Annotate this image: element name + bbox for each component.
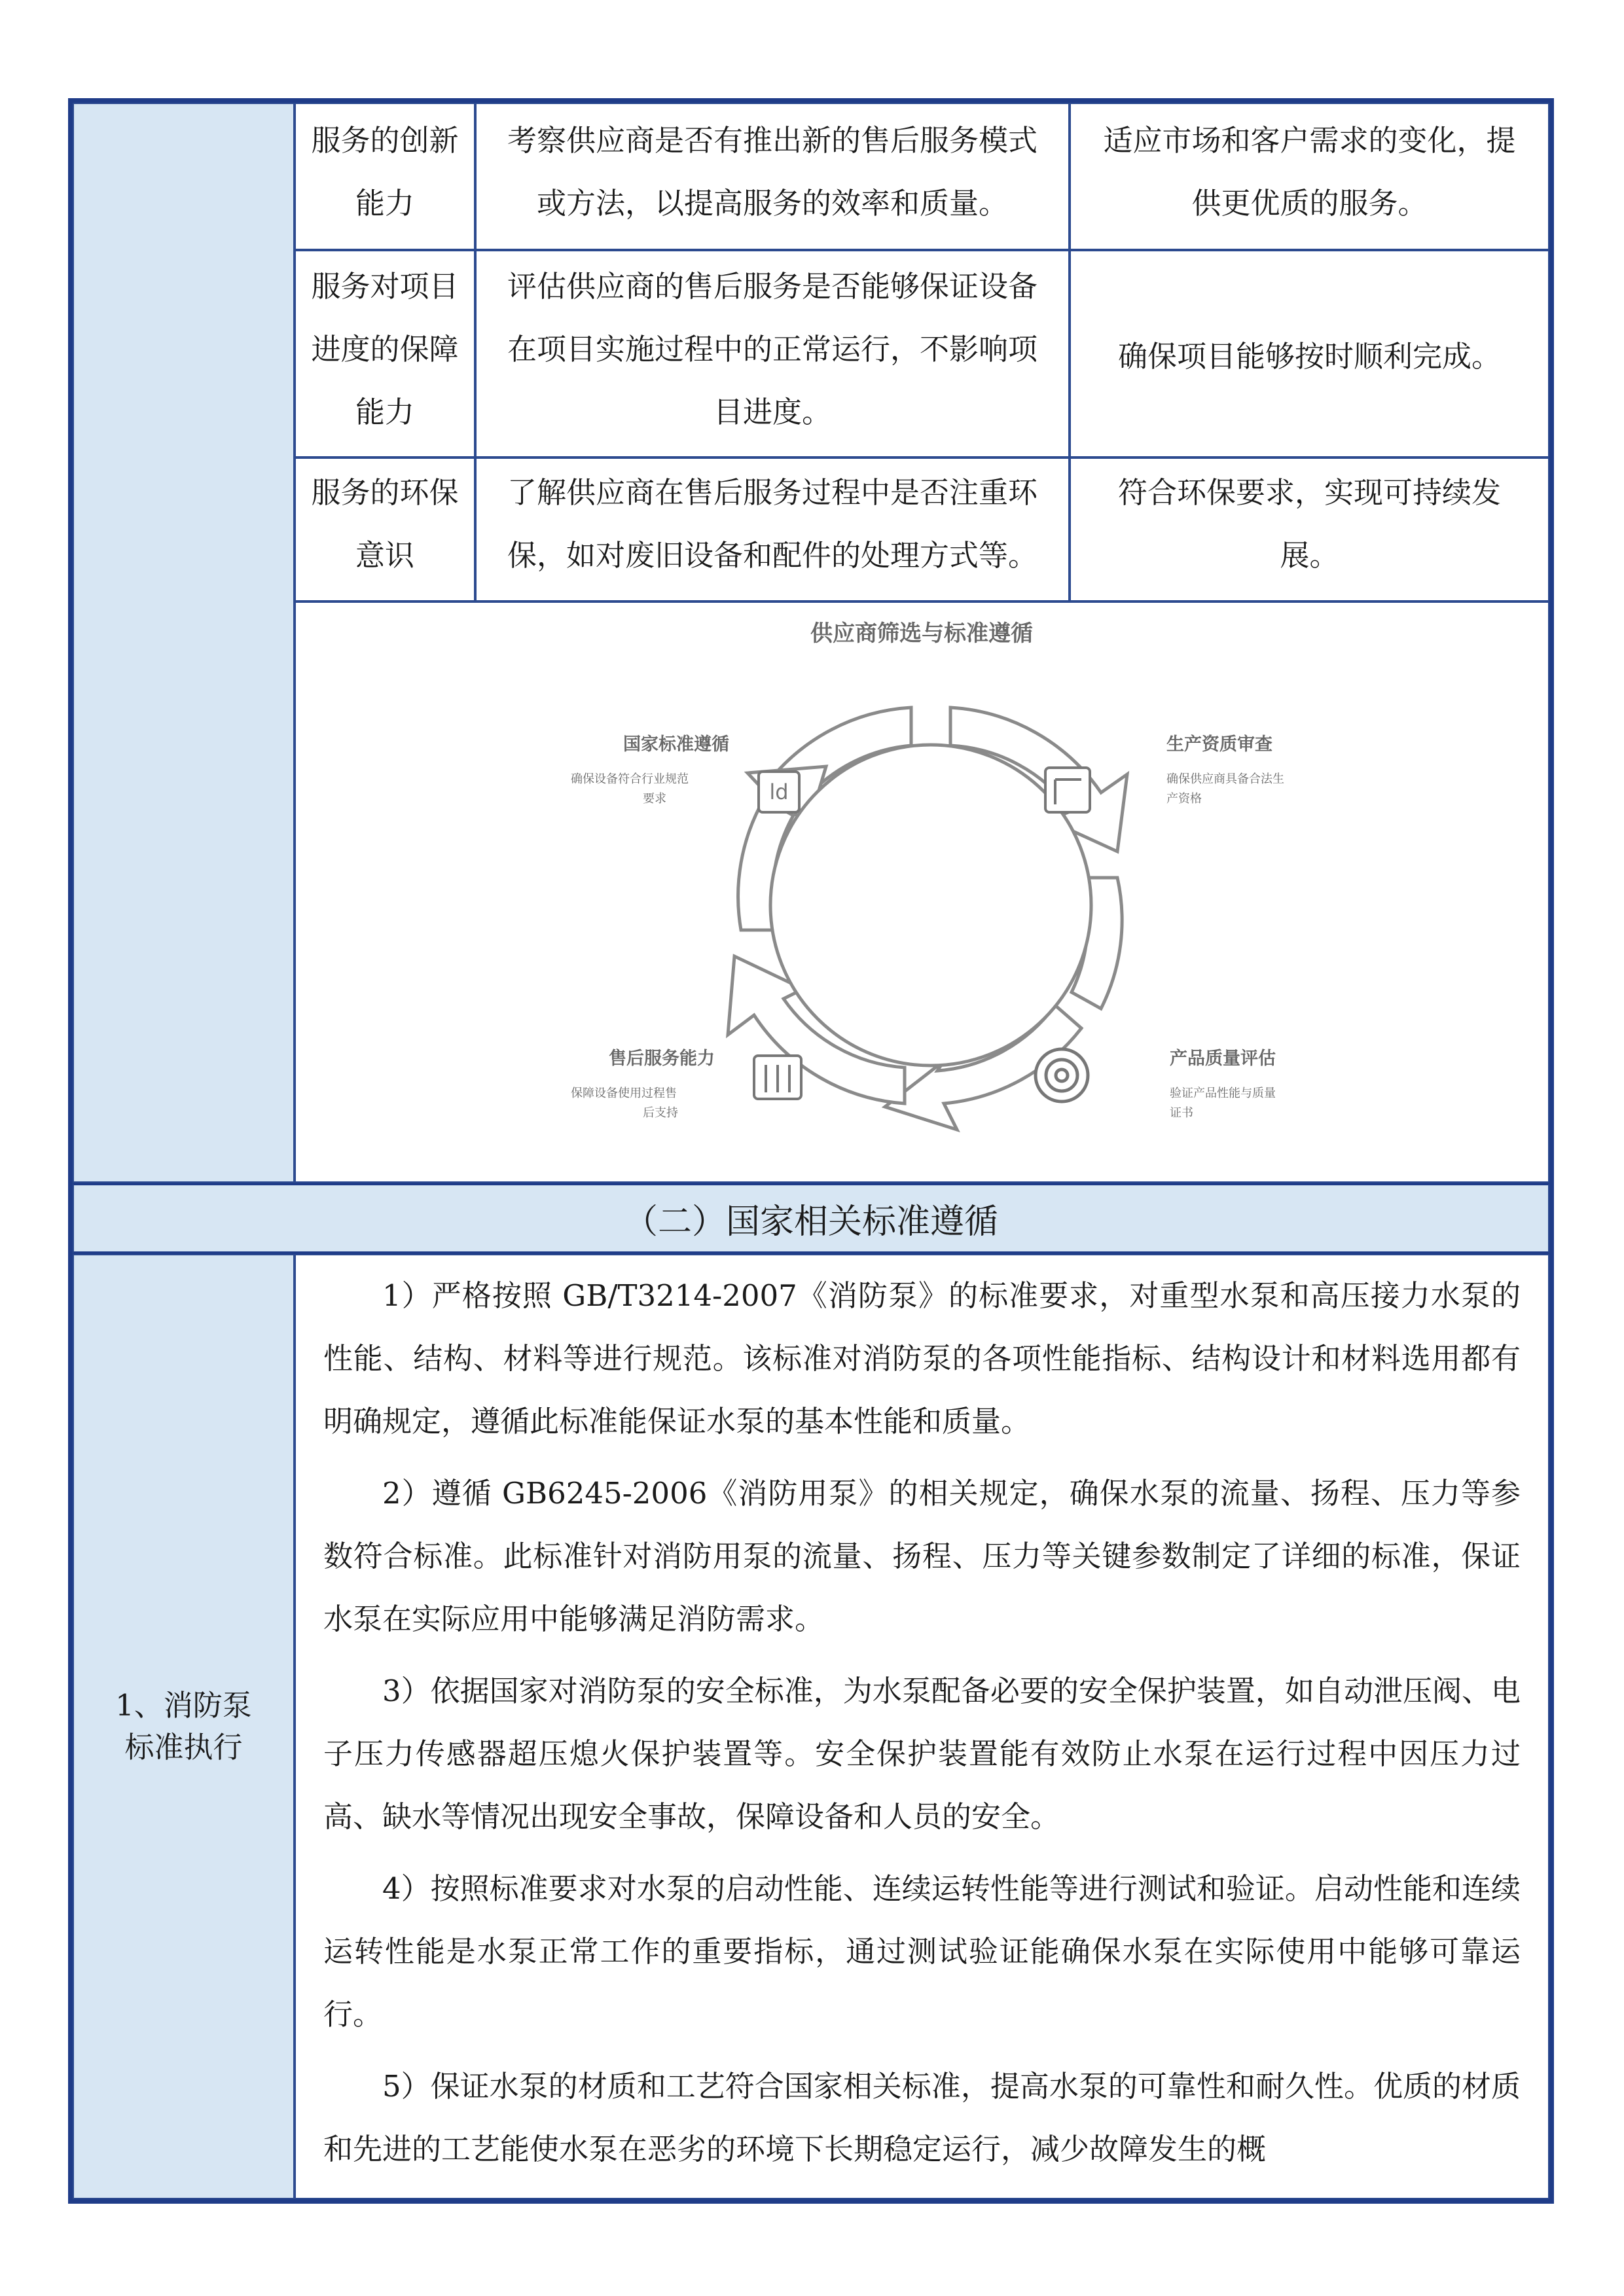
supplier-cycle-diagram xyxy=(296,603,1548,1181)
row-3-item-line: 意识 xyxy=(355,538,414,573)
paragraph-5: 5）保证水泵的材质和工艺符合国家相关标准，提高水泵的可靠性和耐久性。优质的材质和先进的工艺能使水泵在恶劣的环境下长期稳定运行，减少故障发生的概 xyxy=(323,2069,1521,2166)
row-3-desc-cell xyxy=(475,457,1070,601)
svg-text:ld: ld xyxy=(769,780,789,804)
node-sub-line: 确保供应商具备合法生 xyxy=(1166,772,1284,786)
section-heading-text: （二）国家相关标准遵循 xyxy=(623,1202,998,1242)
node-title: 生产资质审查 xyxy=(1166,734,1272,755)
node-sub-line: 后支持 xyxy=(643,1106,678,1120)
row-1-item-cell xyxy=(295,103,475,250)
node-sub-line: 验证产品性能与质量 xyxy=(1170,1086,1276,1100)
row-2-desc-line: 目进度。 xyxy=(713,395,831,429)
row-1-desc-line: 考察供应商是否有推出新的售后服务模式 xyxy=(507,123,1038,158)
row-1-goal-line: 供更优质的服务。 xyxy=(1191,186,1428,221)
paragraph-2: 2）遵循 GB6245-2006《消防用泵》的相关规定，确保水泵的流量、扬程、压力等参数符合标准。此标准针对消防用泵的流量、扬程、压力等关键参数制定了详细的标准，保证水泵在实际应用中能够满足消防需求。 xyxy=(323,1476,1521,1636)
row-2-item-line: 进度的保障 xyxy=(311,332,459,367)
paragraph-3: 3）依据国家对消防泵的安全标准，为水泵配备必要的安全保护装置，如自动泄压阀、电子压力传感器超压熄火保护装置等。安全保护装置能有效防止水泵在运行过程中因压力过高、缺水等情况出现安全事故，保障设备和人员的安全。 xyxy=(323,1674,1521,1834)
standard-doc-icon xyxy=(759,772,799,812)
section-heading xyxy=(73,1183,1549,1254)
row-2-desc-line: 在项目实施过程中的正常运行，不影响项 xyxy=(507,332,1038,367)
diagram-cell xyxy=(295,601,1549,1183)
row-1-goal-cell xyxy=(1070,103,1549,250)
row-3-desc-line: 了解供应商在售后服务过程中是否注重环 xyxy=(507,475,1038,510)
row-3-item-line: 服务的环保 xyxy=(311,475,459,510)
service-tools-icon xyxy=(754,1056,801,1099)
node-production-qualification xyxy=(1166,734,1284,806)
row-2-item-line: 能力 xyxy=(355,395,414,429)
pump-label-cell xyxy=(73,1254,295,2199)
pump-label-line: 标准执行 xyxy=(124,1730,243,1765)
row-1-desc-cell xyxy=(475,103,1070,250)
node-title: 国家标准遵循 xyxy=(623,734,729,755)
row-2-item-line: 服务对项目 xyxy=(311,269,459,304)
node-sub-line: 确保设备符合行业规范 xyxy=(571,772,689,786)
row-3-goal-line: 符合环保要求，实现可持续发 xyxy=(1117,475,1501,510)
inner-circle xyxy=(770,745,1091,1066)
pump-label-line: 1、消防泵 xyxy=(115,1688,252,1723)
row-1-item-line: 能力 xyxy=(355,186,414,221)
row-3-goal-cell xyxy=(1070,457,1549,601)
row-3-item-cell xyxy=(295,457,475,601)
row-3-goal-line: 展。 xyxy=(1280,538,1339,573)
diagram-title: 供应商筛选与标准遵循 xyxy=(810,620,1033,647)
left-category-column xyxy=(73,103,295,1183)
quality-gear-icon xyxy=(1036,1049,1088,1102)
row-1-goal-line: 适应市场和客户需求的变化，提 xyxy=(1103,123,1516,158)
node-after-sales xyxy=(571,1048,715,1120)
node-sub-line: 证书 xyxy=(1170,1106,1193,1120)
paragraph-4: 4）按照标准要求对水泵的启动性能、连续运转性能等进行测试和验证。启动性能和连续运转性能是水泵正常工作的重要指标，通过测试验证能确保水泵在实际使用中能够可靠运行。 xyxy=(323,1871,1521,2032)
certificate-icon xyxy=(1045,768,1090,812)
paragraph-1: 1）严格按照 GB/T3214-2007《消防泵》的标准要求，对重型水泵和高压接力水泵的性能、结构、材料等进行规范。该标准对消防泵的各项性能指标、结构设计和材料选用都有明确规定，遵循此标准能保证水泵的基本性能和质量。 xyxy=(323,1278,1521,1439)
node-quality-assessment xyxy=(1170,1048,1276,1120)
node-sub-line: 要求 xyxy=(643,792,666,806)
row-1-item-line: 服务的创新 xyxy=(311,123,459,158)
row-2-desc-line: 评估供应商的售后服务是否能够保证设备 xyxy=(507,269,1038,304)
node-sub-line: 保障设备使用过程售 xyxy=(571,1086,677,1100)
pump-content-cell xyxy=(295,1254,1549,2199)
row-2-item-cell xyxy=(295,250,475,457)
row-1-desc-line: 或方法，以提高服务的效率和质量。 xyxy=(536,186,1008,221)
row-2-goal-cell xyxy=(1070,250,1549,457)
node-title: 售后服务能力 xyxy=(609,1049,715,1069)
node-national-standard xyxy=(571,734,729,806)
row-2-goal-line: 确保项目能够按时顺利完成。 xyxy=(1117,339,1501,374)
node-sub-line: 产资格 xyxy=(1166,792,1202,806)
node-title: 产品质量评估 xyxy=(1170,1049,1276,1069)
row-3-desc-line: 保，如对废旧设备和配件的处理方式等。 xyxy=(507,538,1038,573)
row-2-desc-cell xyxy=(475,250,1070,457)
